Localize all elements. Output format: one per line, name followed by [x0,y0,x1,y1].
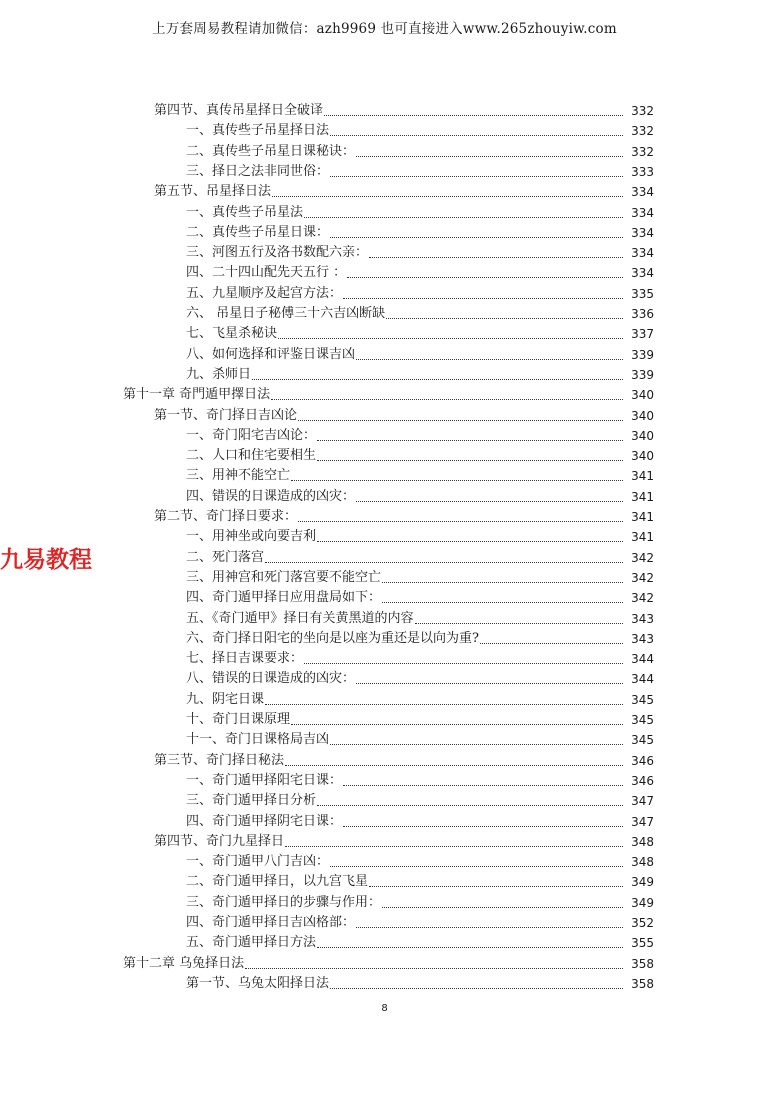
toc-leader-dots [330,866,623,867]
toc-entry[interactable] [186,933,654,953]
toc-entry-title: 七、飞星杀秘诀 [186,326,278,341]
toc-entry-page: 347 [631,794,654,808]
toc-entry-title: 二、真传些子吊星日课： [186,225,330,240]
toc-leader-dots [317,541,623,542]
toc-leader-dots [343,298,623,299]
toc-entry[interactable] [154,406,654,426]
toc-leader-dots [285,765,623,766]
toc-leader-dots [369,257,623,258]
toc-entry-page: 347 [631,815,654,829]
toc-entry-page: 343 [631,612,654,626]
toc-leader-dots [343,785,623,786]
toc-leader-dots [285,846,623,847]
toc-entry-page: 334 [631,206,654,220]
toc-entry[interactable] [186,446,654,466]
toc-leader-dots [317,947,623,948]
toc-leader-dots [265,562,623,563]
toc-entry-title: 一、奇门遁甲八门吉凶： [186,854,330,869]
toc-entry[interactable] [186,649,654,669]
watermark-logo: 九易教程 [0,547,92,573]
toc-entry[interactable] [186,223,654,243]
toc-leader-dots [245,968,623,969]
toc-leader-dots [356,683,623,684]
toc-entry[interactable] [154,182,654,202]
toc-entry-title: 六、 吊星日子秘傅三十六吉凶断缺 [186,306,386,321]
toc-entry[interactable] [186,669,654,689]
toc-entry-title: 八、如何选择和评鉴日课吉凶 [186,347,356,362]
toc-entry[interactable] [186,609,654,629]
toc-entry-title: 第四节、奇门九星择日 [154,834,285,849]
toc-entry-title: 第二节、奇门择日要求： [154,509,298,524]
toc-entry[interactable] [186,974,654,994]
toc-entry-title: 五、奇门遁甲择日方法 [186,935,317,950]
toc-entry-title: 六、奇门择日阳宅的坐向是以座为重还是以向为重? [186,631,479,646]
toc-leader-dots [330,988,623,989]
toc-entry-page: 342 [631,591,654,605]
toc-entry-page: 334 [631,266,654,280]
toc-entry-title: 十、奇门日课原理 [186,712,291,727]
toc-leader-dots [382,602,623,603]
toc-leader-dots [330,237,623,238]
toc-leader-dots [330,744,623,745]
toc-entry-page: 345 [631,713,654,727]
toc-leader-dots [304,217,623,218]
toc-entry-page: 332 [631,124,654,138]
toc-leader-dots [298,521,623,522]
toc-entry-title: 第一节、乌兔太阳择日法 [186,976,330,991]
toc-entry[interactable] [186,710,654,730]
toc-entry-page: 352 [631,916,654,930]
toc-entry[interactable] [186,142,654,162]
toc-entry-page: 341 [631,469,654,483]
toc-entry[interactable] [123,385,654,405]
toc-entry-title: 第十一章 奇門遁甲擇日法 [123,387,271,402]
toc-entry-title: 三、用神不能空亡 [186,468,291,483]
toc-entry[interactable] [154,832,654,852]
toc-entry[interactable] [186,345,654,365]
toc-leader-dots [480,643,623,644]
toc-entry[interactable] [186,588,654,608]
toc-entry-page: 348 [631,835,654,849]
toc-entry[interactable] [186,548,654,568]
page-number: 8 [381,1003,388,1014]
toc-entry-page: 341 [631,530,654,544]
toc-entry-page: 344 [631,672,654,686]
toc-entry-title: 四、奇门遁甲择日吉凶格部： [186,915,356,930]
toc-leader-dots [330,135,623,136]
toc-leader-dots [271,399,623,400]
toc-entry[interactable] [186,791,654,811]
toc-entry-title: 二、人口和住宅要相生 [186,448,317,463]
toc-leader-dots [347,277,623,278]
toc-entry[interactable] [123,954,654,974]
toc-entry-page: 346 [631,754,654,768]
toc-entry-title: 一、用神坐或向要吉利 [186,529,317,544]
toc-entry-title: 三、奇门遁甲择日的步骤与作用： [186,895,382,910]
toc-leader-dots [298,420,623,421]
toc-leader-dots [382,582,623,583]
toc-leader-dots [369,886,623,887]
toc-entry-title: 第五节、吊星择日法 [154,184,272,199]
toc-entry-page: 348 [631,855,654,869]
toc-entry[interactable] [186,893,654,913]
toc-entry-title: 第一节、奇门择日吉凶论 [154,408,298,423]
toc-entry[interactable] [154,507,654,527]
toc-entry-title: 五、《奇门遁甲》择日有关黄黑道的内容 [186,611,414,626]
toc-entry-title: 四、二十四山配先天五行 ： [186,265,347,280]
toc-entry-page: 333 [631,165,654,179]
toc-entry-title: 五、九星顺序及起宫方法： [186,286,343,301]
toc-leader-dots [317,460,623,461]
toc-entry-title: 九、阴宅日课 [186,692,265,707]
toc-entry-title: 三、奇门遁甲择日分析 [186,793,317,808]
toc-leader-dots [252,379,623,380]
toc-entry-title: 二、奇门遁甲择日，以九宫飞星 [186,874,369,889]
toc-leader-dots [356,501,623,502]
toc-entry-page: 343 [631,632,654,646]
toc-entry-page: 349 [631,875,654,889]
toc-entry-page: 340 [631,388,654,402]
toc-entry-page: 334 [631,246,654,260]
toc-entry-title: 二、真传些子吊星日课秘诀： [186,144,356,159]
toc-entry-title: 四、奇门遁甲择日应用盘局如下： [186,590,382,605]
toc-entry[interactable] [186,263,654,283]
toc-entry[interactable] [154,101,654,121]
toc-leader-dots [330,176,623,177]
toc-entry-title: 十一、奇门日课格局吉凶 [186,732,330,747]
toc-entry[interactable] [186,284,654,304]
toc-entry[interactable] [186,365,654,385]
toc-entry[interactable] [186,203,654,223]
toc-entry-title: 八、错误的日课造成的凶灾： [186,671,356,686]
toc-entry[interactable] [186,466,654,486]
toc-entry-page: 342 [631,551,654,565]
page-header: 上万套周易教程请加微信：azh9969 也可直接进入www.265zhouyiw.com [152,21,617,37]
toc-entry-page: 340 [631,429,654,443]
toc-entry-title: 一、真传些子吊星择日法 [186,123,330,138]
toc-entry-title: 三、择日之法非同世俗： [186,164,330,179]
toc-entry-page: 341 [631,510,654,524]
toc-entry-page: 358 [631,977,654,991]
toc-entry-title: 一、奇门阳宅吉凶论： [186,428,317,443]
toc-leader-dots [265,704,623,705]
toc-entry[interactable] [186,730,654,750]
toc-leader-dots [356,359,623,360]
toc-entry-page: 346 [631,774,654,788]
toc-entry-page: 340 [631,449,654,463]
toc-entry-title: 一、真传些子吊星法 [186,205,304,220]
toc-entry-title: 三、河图五行及洛书数配六亲： [186,245,369,260]
toc-entry-page: 345 [631,733,654,747]
toc-entry-title: 第三节、奇门择日秘法 [154,753,285,768]
toc-entry-title: 四、错误的日课造成的凶灾： [186,489,356,504]
toc-leader-dots [386,318,623,319]
toc-entry[interactable] [186,872,654,892]
toc-entry-title: 二、死门落宫 [186,550,265,565]
toc-entry-title: 四、奇门遁甲择阴宅日课： [186,814,343,829]
toc-leader-dots [304,663,623,664]
toc-entry-page: 349 [631,896,654,910]
toc-entry[interactable] [186,812,654,832]
toc-leader-dots [356,156,623,157]
toc-leader-dots [317,805,623,806]
toc-entry-page: 341 [631,490,654,504]
toc-entry-title: 九、杀师日 [186,367,252,382]
toc-entry[interactable] [186,121,654,141]
toc-entry[interactable] [186,629,654,649]
toc-leader-dots [343,826,623,827]
toc-entry[interactable] [186,913,654,933]
toc-entry[interactable] [186,426,654,446]
toc-entry[interactable] [186,568,654,588]
toc-entry[interactable] [186,771,654,791]
toc-entry[interactable] [186,487,654,507]
toc-entry-page: 335 [631,287,654,301]
toc-entry-page: 332 [631,145,654,159]
toc-entry-title: 第四节、真传吊星择日全破译 [154,103,324,118]
toc-entry[interactable] [186,690,654,710]
toc-entry-title: 第十二章 乌兔择日法 [123,956,245,971]
toc-entry-title: 三、用神宫和死门落宫要不能空亡 [186,570,382,585]
toc-entry[interactable] [186,304,654,324]
toc-entry[interactable] [186,324,654,344]
toc-entry-page: 344 [631,652,654,666]
toc-entry-page: 340 [631,409,654,423]
toc-entry-title: 一、奇门遁甲择阳宅日课： [186,773,343,788]
toc-entry[interactable] [186,852,654,872]
toc-entry-page: 339 [631,368,654,382]
toc-leader-dots [382,907,623,908]
toc-entry-page: 358 [631,957,654,971]
toc-leader-dots [324,115,623,116]
toc-entry[interactable] [154,751,654,771]
toc-entry-page: 337 [631,327,654,341]
toc-leader-dots [317,440,623,441]
toc-leader-dots [278,338,623,339]
toc-entry-page: 334 [631,185,654,199]
toc-leader-dots [272,196,623,197]
toc-leader-dots [415,623,623,624]
toc-entry-page: 342 [631,571,654,585]
toc-entry-page: 345 [631,693,654,707]
toc-entry-page: 332 [631,104,654,118]
toc-entry-page: 339 [631,348,654,362]
toc-entry-title: 七、择日吉课要求： [186,651,304,666]
toc-leader-dots [291,480,623,481]
toc-entry-page: 336 [631,307,654,321]
toc-entry-page: 334 [631,226,654,240]
toc-leader-dots [356,927,623,928]
toc-leader-dots [291,724,623,725]
toc-entry-page: 355 [631,936,654,950]
toc-entry[interactable] [186,527,654,547]
toc-entry[interactable] [186,243,654,263]
toc-entry[interactable] [186,162,654,182]
